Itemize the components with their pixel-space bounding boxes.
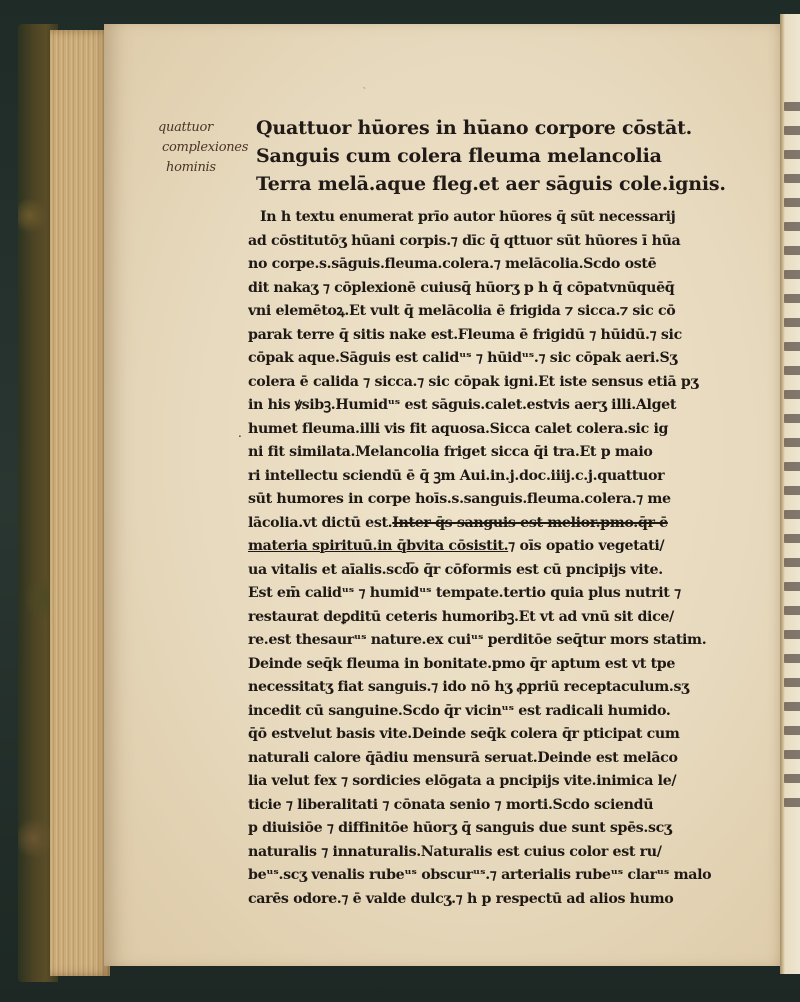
commentary-line: ri intellectu sciendū ē q̄ ꝫm Aui.in.j.doc.iiij.c.j.quattuor (248, 467, 665, 484)
commentary-line: parak terre q̄ sitis nake est.Fleuma ē frigidū ⁊ hūidū.⁊ sic (248, 326, 682, 343)
commentary-line: no corpe.s.sāguis.fleuma.colera.⁊ melācolia.Scdo ostē (248, 256, 657, 272)
commentary-line: ticie ⁊ liberalitati ⁊ cōnata senio ⁊ morti.Scdo sciendū (248, 796, 654, 813)
commentary-line: colera ē calida ⁊ sicca.⁊ sic cōpak igni.Et iste sensus etiā pʒ (248, 373, 699, 390)
commentary-line (248, 535, 718, 559)
commentary-line: sūt humores in corpe hoīs.s.sanguis.fleuma.colera.⁊ me (248, 491, 671, 507)
marginalia-line: complexiones (162, 140, 249, 155)
ink-mark: ˋ (362, 86, 368, 99)
verse-line: Quattuor hūores in hūano corpore cōstāt. (256, 117, 693, 139)
underlined-text: materia spirituū.in q̄bvita cōsistit. (248, 538, 509, 554)
page-stack-edge (50, 30, 110, 976)
commentary-span: lācolia.vt dictū est. (248, 514, 393, 531)
commentary-line: ad cōstitutōʒ hūani corpis.⁊ dīc q̄ qttuor sūt hūores ī hūa (248, 232, 681, 249)
commentary-line: in his ꝟsibꝫ.Humidᵘˢ est sāguis.calet.estvis aerʒ illi.Alget (248, 397, 677, 413)
commentary-line: vni elemētoꝝ.Et vult q̄ melācolia ē frigida ⁊ sicca.⁊ sic cō (248, 303, 676, 319)
commentary-line: necessitatʒ fiat sanguis.⁊ ido nō hʒ ꝓpriū receptaculum.sʒ (248, 679, 689, 695)
commentary-span: ⁊ oīs opatio vegetati/ (508, 538, 665, 554)
commentary-line: beᵘˢ.scʒ venalis rubeᵘˢ obscurᵘˢ.⁊ arterialis rubeᵘˢ clarᵘˢ malo (248, 867, 712, 883)
commentary-text (248, 206, 718, 911)
marginalia-line: hominis (166, 160, 216, 175)
commentary-line: Est em̄ calidᵘˢ ⁊ humidᵘˢ tempate.tertio quia plus nutrit ⁊ (248, 585, 681, 601)
commentary-line: q̄ō estvelut basis vite.Deinde seq̄k colera q̄r pticipat cum (248, 726, 680, 742)
commentary-line: restaurat deꝑditū ceteris humoribꝫ.Et vt ad vnū sit dice/ (248, 608, 674, 625)
verse-line: Sanguis cum colera fleuma melancolia (256, 145, 662, 167)
marginalia-line: quattuor (158, 120, 213, 135)
verse-text (256, 114, 726, 198)
commentary-line (248, 512, 718, 536)
verse-line: Terra melā.aque fleg.et aer sāguis cole.ignis. (256, 173, 726, 195)
commentary-line: Deinde seq̄k fleuma in bonitate.pmo q̄r aptum est vt tpe (248, 655, 676, 672)
commentary-line: ni fit similata.Melancolia friget sicca q̄i tra.Et p maio (248, 444, 653, 460)
commentary-line: re.est thesaurᵘˢ nature.ex cuiᵘˢ perditōe seq̄tur mors statim. (248, 632, 707, 648)
commentary-line: p diuisiōe ⁊ diffinitōe hūorʒ q̄ sanguis due sunt spēs.scʒ (248, 820, 672, 836)
margin-dot: . (238, 426, 242, 440)
struck-through-text: Inter q̄s sanguis est melior.pmo.q̄r ē (392, 514, 668, 531)
handwritten-marginalia (158, 118, 256, 178)
commentary-line: naturali calore q̄ādiu mensurā seruat.Deinde est melāco (248, 749, 678, 766)
commentary-line: In h textu enumerat prīo autor hūores q̄ sūt necessarij (260, 209, 676, 225)
commentary-line: dit nakaʒ ⁊ cōplexionē cuiusq̄ hūorʒ p h q̄ cōpatvnūquēq̄ (248, 279, 675, 296)
commentary-line: carēs odore.⁊ ē valde dulcʒ.⁊ h p respectū ad alios humo (248, 890, 674, 907)
commentary-line: cōpak aque.Sāguis est calidᵘˢ ⁊ hūidᵘˢ.⁊ sic cōpak aeri.Sʒ (248, 350, 678, 366)
commentary-line: incedit cū sanguine.Scdo q̄r vicinᵘˢ est radicali humido. (248, 702, 671, 719)
commentary-line: lia velut fex ⁊ sordicies elōgata a pncipijs vite.inimica le/ (248, 773, 677, 789)
commentary-line: naturalis ⁊ innaturalis.Naturalis est cuius color est ru/ (248, 843, 662, 860)
commentary-line: humet fleuma.illi vis fit aquosa.Sicca calet colera.sic ig (248, 420, 669, 437)
facing-page-edge (780, 14, 800, 974)
commentary-line: ua vitalis et aīalis.scd͞o q̄r cōformis est cū pncipijs vite. (248, 561, 663, 578)
